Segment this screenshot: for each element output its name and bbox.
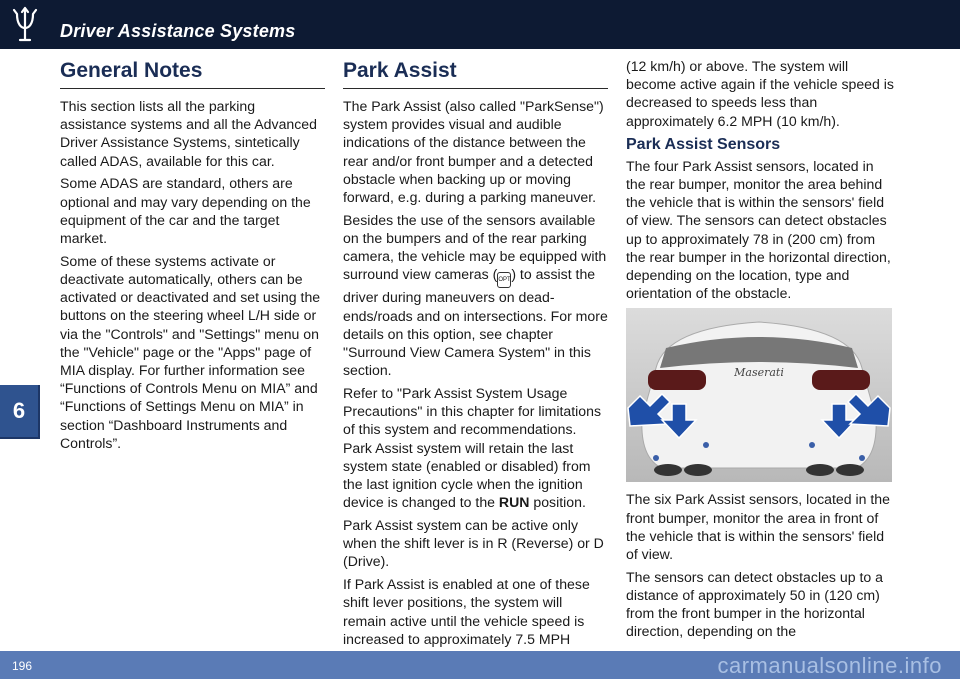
page-footer [0, 651, 960, 679]
paragraph: This section lists all the parking assistance systems and all the Advanced Driver Assistance Systems, sintetically called ADAS, available for this car. [60, 98, 317, 169]
page-number: 196 [12, 659, 33, 673]
paragraph: Park Assist system can be active only when the shift lever is in R (Reverse) or D (Drive). [343, 517, 604, 570]
park-assist-heading: Park Assist [343, 58, 608, 89]
sensor-marker [703, 442, 709, 448]
optional-equipment-icon: OPT [497, 272, 511, 288]
paragraph: Some ADAS are standard, others are optional and may vary depending on the equipment of the car and the target market. [60, 175, 311, 247]
sensor-marker [809, 442, 815, 448]
paragraph: The Park Assist (also called "ParkSense") system provides visual and audible indications of the distance between the rear and/or front bumper and a detected obstacle when backing up or moving forward, e.g. during a parking maneuver. [343, 98, 604, 206]
rear-badge-text: Maserati [734, 366, 784, 380]
section-title: Driver Assistance Systems [60, 21, 296, 41]
car-rear-illustration [626, 308, 892, 482]
paragraph: If Park Assist is enabled at one of these shift lever positions, the system will remain active until the vehicle speed is increased to approximately 7.5 MPH [343, 576, 590, 647]
paragraph: The six Park Assist sensors, located in the front bumper, monitor the area in front of the vehicle that is within the sensors' field of view. [626, 491, 890, 563]
paragraph: Some of these systems activate or deactivate automatically, others can be activated or deactivated and set using the buttons on the steering wheel L/H side or via the "Controls" and "Settings" menu on the "Vehicle" page or the "Apps" page of MIA display. For further information see “Functions of Controls Menu on MIA” and “Functions of Settings Menu on MIA” in section “Dashboard Instruments and Controls”. [60, 252, 321, 451]
watermark: carmanualsonline.info [717, 653, 942, 678]
paragraph: Besides the use of the sensors available on the bumpers and of the rear parking camera, the vehicle may be equipped with surround view cameras (OPT) to assist the driver during maneuvers on dead-ends/roads and on intersections. For more details on this option, see chapter "Surround View Camera System" in this section. [343, 211, 608, 379]
chapter-tab [0, 385, 40, 439]
park-assist-sensors-column [626, 57, 894, 645]
park-assist-sensors-heading: Park Assist Sensors [626, 135, 781, 153]
sensor-marker [859, 455, 865, 461]
chapter-number: 6 [12, 398, 26, 423]
paragraph: Refer to "Park Assist System Usage Precautions" in this chapter for limitations of this system and recommendations. Park Assist system will retain the last system state (enabled or disabled) from the last ignition cycle when the ignition device is changed to the RUN position. [343, 385, 602, 511]
park-assist-column [343, 58, 608, 653]
trident-logo-icon [8, 6, 42, 44]
sensor-marker [653, 455, 659, 461]
run-keyword: RUN [498, 494, 530, 511]
general-notes-column [60, 58, 325, 457]
general-notes-heading: General Notes [60, 58, 325, 89]
paragraph: (12 km/h) or above. The system will become active again if the vehicle speed is decreased to speeds less than approximately 6.2 MPH (10 km/h). [626, 58, 894, 129]
paragraph: The sensors can detect obstacles up to a distance of approximately 50 in (120 cm) from the front bumper in the horizontal direction, depending on the [626, 568, 883, 640]
rear-bumper-sensors-image [626, 308, 892, 482]
paragraph: The four Park Assist sensors, located in the rear bumper, monitor the area behind the vehicle that is within the sensors' field of view. The sensors can detect obstacles up to approximately 78 in (200 cm) from the rear bumper in the horizontal direction, depending on the location, type and orientation of the obstacle. [626, 157, 891, 302]
page-header [0, 0, 960, 49]
